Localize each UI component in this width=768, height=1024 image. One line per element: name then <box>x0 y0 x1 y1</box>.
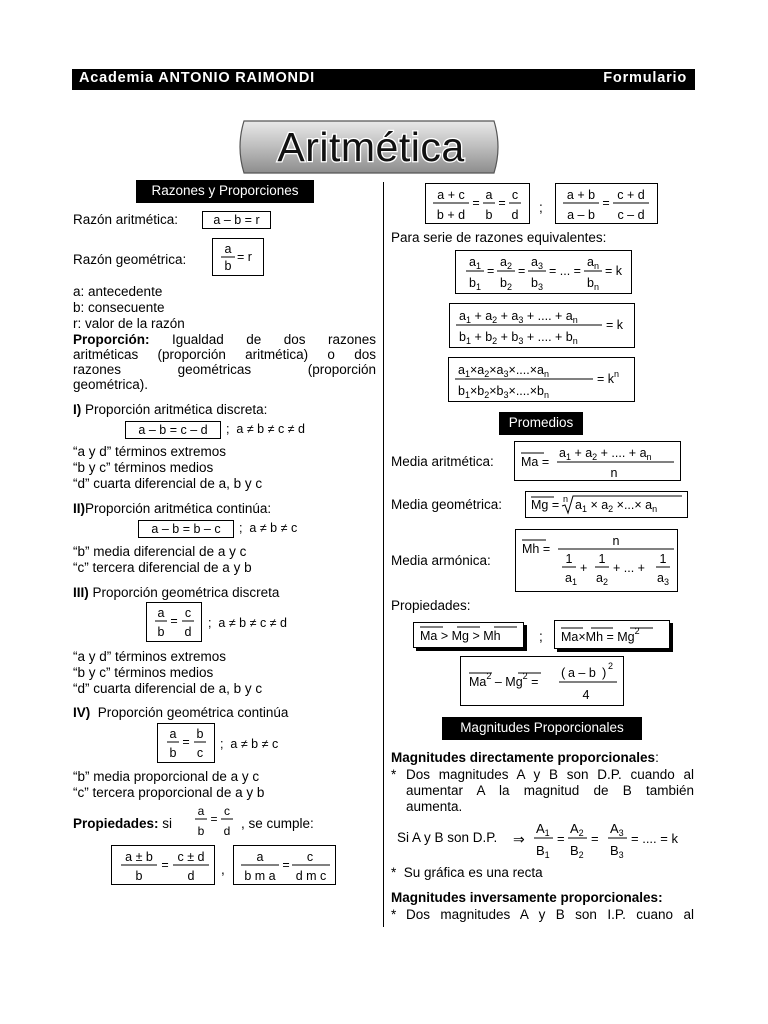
svg-text:Ma×Mh = Mg2: $Ma\times Mh = Mg^2$ <box>561 626 640 644</box>
svg-text:c: c <box>224 804 230 818</box>
serie-separator: ; <box>539 200 543 215</box>
svg-text:c + d: c + d <box>617 188 645 202</box>
svg-text:⇒: ⇒ <box>513 831 525 847</box>
svg-text:c: c <box>306 850 314 864</box>
header-formulario: Formulario <box>603 70 687 86</box>
props-formula-1 <box>111 845 215 885</box>
svg-text:A2: $A_2$ <box>570 821 584 838</box>
item3-note-1: “a y d” términos extremos <box>73 649 227 664</box>
svg-text:b2: $b_2$ <box>500 276 512 292</box>
media-armonica-label: Media armónica: <box>391 553 491 568</box>
svg-text:A3: $A_3$ <box>610 821 624 838</box>
props-label: Propiedades: si <box>73 816 173 831</box>
item1-condition: ; a ≠ b ≠ c ≠ d <box>226 422 305 436</box>
serie-formula-2 <box>555 183 658 224</box>
razon-aritmetica-formula: a – b = r <box>202 211 271 229</box>
svg-text:a ± b: a ± b <box>125 850 153 864</box>
svg-text:a – b: a – b <box>567 208 595 222</box>
svg-text:c – d: c – d <box>617 208 645 222</box>
svg-text:c ± d: c ± d <box>177 850 205 864</box>
svg-text:Mh =: Mh = <box>522 542 551 556</box>
item2-condition: ; a ≠ b ≠ c <box>239 521 298 535</box>
item1-title: I) Proporción aritmética discreta: <box>73 402 268 417</box>
header-bar <box>72 69 695 90</box>
svg-text:n: n <box>610 466 618 480</box>
producto-promedios-formula <box>554 620 670 649</box>
svg-text:a: a <box>197 804 205 818</box>
ip-bullet: * <box>391 907 397 922</box>
media-aritmetica-formula <box>514 441 681 481</box>
item2-note-2: “c” tercera diferencial de a y b <box>73 560 252 575</box>
proporcion-line-4: geométrica). <box>73 377 149 392</box>
svg-text:B2: $B_2$ <box>570 843 584 860</box>
item2-title: II)Proporción aritmética continúa: <box>73 501 272 516</box>
dp-si: Si A y B son D.P. <box>397 830 498 845</box>
media-armonica-formula <box>515 529 678 592</box>
svg-text:a1×a2×a3×....×an: $a_1\times a_2\times a_3\times....\times a_n$ <box>458 363 549 379</box>
column-divider <box>383 182 384 927</box>
svg-text:a1: $a_1$ <box>469 255 481 271</box>
svg-text:1: 1 <box>598 552 606 566</box>
svg-text:a + b: a + b <box>566 188 596 202</box>
svg-text:): ) <box>602 665 607 680</box>
svg-text:=: = <box>282 858 290 872</box>
item3-note-2: “b y c” términos medios <box>73 665 214 680</box>
svg-text:a3: $a_3$ <box>657 571 669 587</box>
svg-text:b1: $b_1$ <box>469 276 481 292</box>
item1-formula: a – b = c – d <box>125 421 221 439</box>
svg-text:1: 1 <box>659 552 667 566</box>
svg-text:b: b <box>224 259 232 273</box>
svg-text:a1 + a2 + .... + an: $a_1 + a_2$ + .... + $a_n$ <box>559 446 652 462</box>
svg-text:a: a <box>256 850 264 864</box>
serie-formula-1 <box>425 183 530 224</box>
razon-geometrica-label: Razón geométrica: <box>73 252 187 267</box>
term-antecedente: a: antecedente <box>73 284 163 299</box>
term-consecuente: b: consecuente <box>73 300 165 315</box>
item2-formula: a – b = b – c <box>138 520 234 538</box>
svg-text:b: b <box>157 625 165 639</box>
dp-line-3: aumenta. <box>406 799 463 814</box>
media-geometrica-formula <box>525 491 688 518</box>
svg-text:=: = <box>518 264 526 278</box>
term-valor: r: valor de la razón <box>73 316 185 331</box>
item3-condition: ; a ≠ b ≠ c ≠ d <box>208 616 287 630</box>
ip-heading: Magnitudes inversamente proporcionales: <box>391 890 663 905</box>
svg-text:b1×b2×b3×....×bn: $b_1\times b_2\times b_3\times....\times b_n$ <box>458 384 549 400</box>
svg-text:=: = <box>498 196 506 210</box>
diferencia-cuadrados-formula <box>460 656 624 706</box>
section-razones-proporciones: Razones y Proporciones <box>136 180 314 203</box>
propiedades-separator: ; <box>539 629 543 644</box>
svg-text:=: = <box>591 831 599 846</box>
svg-text:+ ... +: + ... + <box>613 561 645 575</box>
svg-text:c: c <box>511 188 519 202</box>
serie-label: Para serie de razones equivalentes: <box>391 230 607 245</box>
svg-text:= ... =: = ... = <box>549 264 581 278</box>
svg-text:a1 + a2 + a3 + .... + an: $a_1 + a_2 + a_3$ + .... + $a_n$ <box>459 309 578 325</box>
svg-text:b: b <box>196 727 204 741</box>
svg-text:c: c <box>184 606 192 620</box>
props-formula-2 <box>233 845 336 885</box>
title-banner <box>234 117 504 177</box>
dp-bullet: * <box>391 767 397 782</box>
svg-text:b + d: b + d <box>436 208 466 222</box>
svg-text:d m c: d m c <box>295 869 327 883</box>
svg-text:a: a <box>157 606 165 620</box>
media-geometrica-label: Media geométrica: <box>391 497 503 512</box>
svg-text:n: n <box>612 534 620 548</box>
svg-text:=: = <box>472 196 480 210</box>
svg-text:a2: $a_2$ <box>500 255 512 271</box>
section-magnitudes: Magnitudes Proporcionales <box>442 717 642 740</box>
item1-note-3: “d” cuarta diferencial de a, b y c <box>73 476 263 491</box>
props-separator-left: , <box>221 862 225 877</box>
desigualdad-promedios-formula <box>413 622 524 648</box>
serie-equivalentes-formula <box>455 250 632 294</box>
svg-text:Ma > Mg > Mh: Ma > Mg > Mh <box>420 629 501 643</box>
suma-razones-formula <box>449 303 635 348</box>
svg-text:a2: $a_2$ <box>596 571 608 587</box>
svg-text:d: d <box>511 208 519 222</box>
svg-text:b: b <box>169 746 177 760</box>
item1-note-1: “a y d” términos extremos <box>73 444 227 459</box>
proporcion-line-3: razones geométricas (proporción <box>73 362 376 377</box>
item3-formula <box>146 602 202 642</box>
svg-text:Ma2 – Mg2 =: $Ma^2 - Mg^2$ = <box>469 671 539 689</box>
svg-text:a: a <box>485 188 493 202</box>
svg-text:B3: $B_3$ <box>610 843 624 860</box>
svg-text:b3: $b_3$ <box>531 276 543 292</box>
svg-text:B1: $B_1$ <box>536 843 550 860</box>
dp-formula <box>512 817 692 861</box>
svg-text:a1 × a2 ×...× an: $a_1 \times a_2$ ×...× $a_n$ <box>575 498 658 514</box>
svg-text:a – b: a – b <box>568 666 596 680</box>
svg-text:a: a <box>169 727 177 741</box>
producto-razones-formula <box>448 357 635 402</box>
props-condition-fraction <box>192 802 238 842</box>
proporcion-line-1: Proporción: Igualdad de dos razones <box>73 332 376 347</box>
svg-text:(: ( <box>561 665 566 680</box>
svg-text:d: d <box>223 824 231 838</box>
item4-formula <box>157 723 215 763</box>
svg-text:1: 1 <box>565 552 573 566</box>
svg-text:d: d <box>187 869 195 883</box>
svg-text:= .... = k: = .... = k <box>631 831 678 846</box>
svg-text:Ma =: Ma = <box>521 455 550 469</box>
svg-text:=: = <box>210 812 218 826</box>
page-title: Aritmética <box>277 124 465 170</box>
svg-text:b: b <box>485 208 493 222</box>
svg-text:a3: $a_3$ <box>531 255 543 271</box>
dp-heading: Magnitudes directamente proporcionales: <box>391 750 659 765</box>
svg-text:a + c: a + c <box>437 188 465 202</box>
item4-title: IV) Proporción geométrica continúa <box>73 705 289 720</box>
svg-text:=: = <box>557 831 565 846</box>
svg-text:=: = <box>161 858 169 872</box>
item4-condition: ; a ≠ b ≠ c <box>220 737 279 751</box>
props-cumple: , se cumple: <box>241 816 314 831</box>
media-aritmetica-label: Media aritmética: <box>391 454 494 469</box>
item4-note-1: “b” media proporcional de a y c <box>73 769 260 784</box>
academy-name: Academia ANTONIO RAIMONDI <box>79 70 315 86</box>
section-promedios: Promedios <box>499 412 583 435</box>
svg-text:d: d <box>184 625 192 639</box>
svg-text:=: = <box>170 614 178 628</box>
svg-text:bn: $b_n$ <box>587 276 599 292</box>
svg-text:b: b <box>135 869 143 883</box>
proporcion-label: Proporción: <box>73 332 150 347</box>
svg-text:a1: $a_1$ <box>565 571 577 587</box>
svg-text:c: c <box>196 746 204 760</box>
svg-text:A1: $A_1$ <box>536 821 550 838</box>
svg-text:= r: = r <box>237 250 252 264</box>
svg-text:= k: = k <box>605 264 623 278</box>
item3-note-3: “d” cuarta diferencial de a, b y c <box>73 681 263 696</box>
svg-text:=: = <box>182 735 190 749</box>
propiedades-label: Propiedades: <box>391 598 471 613</box>
ip-line-1: Dos magnitudes A y B son I.P. cuano al <box>406 907 694 922</box>
svg-text:4: 4 <box>582 688 590 702</box>
svg-text:= kn: = $k^n$ <box>597 369 620 386</box>
svg-text:Mg =: Mg = <box>531 498 560 512</box>
svg-text:= k: = k <box>606 318 624 332</box>
dp-line-1: Dos magnitudes A y B son D.P. cuando al <box>406 767 694 782</box>
item2-note-1: “b” media diferencial de a y c <box>73 544 247 559</box>
svg-text:n: n <box>563 494 569 504</box>
svg-text:=: = <box>602 196 610 210</box>
svg-text:b m a: b m a <box>244 869 276 883</box>
svg-text:an: $a_n$ <box>587 255 599 271</box>
razon-aritmetica-label: Razón aritmética: <box>73 212 179 227</box>
dp-line-2: aumentar A la magnitud de B también <box>406 783 694 798</box>
razon-geometrica-formula <box>212 238 264 276</box>
svg-text:+: + <box>580 561 588 575</box>
dp-graph-note: * Su gráfica es una recta <box>391 865 543 880</box>
item1-note-2: “b y c” términos medios <box>73 460 214 475</box>
svg-text:b1 + b2 + b3 + .... + bn: $b_1 + b_2 + b_3$ + .... + $b_n$ <box>459 330 578 346</box>
svg-text:=: = <box>487 264 495 278</box>
svg-text:b: b <box>197 824 205 838</box>
proporcion-line-2: aritméticas (proporción aritmética) o dos <box>73 347 376 362</box>
item3-title: III) Proporción geométrica discreta <box>73 585 280 600</box>
svg-text:2: 2 <box>608 661 614 671</box>
item4-note-2: “c” tercera proporcional de a y b <box>73 785 265 800</box>
svg-text:a: a <box>224 242 232 256</box>
